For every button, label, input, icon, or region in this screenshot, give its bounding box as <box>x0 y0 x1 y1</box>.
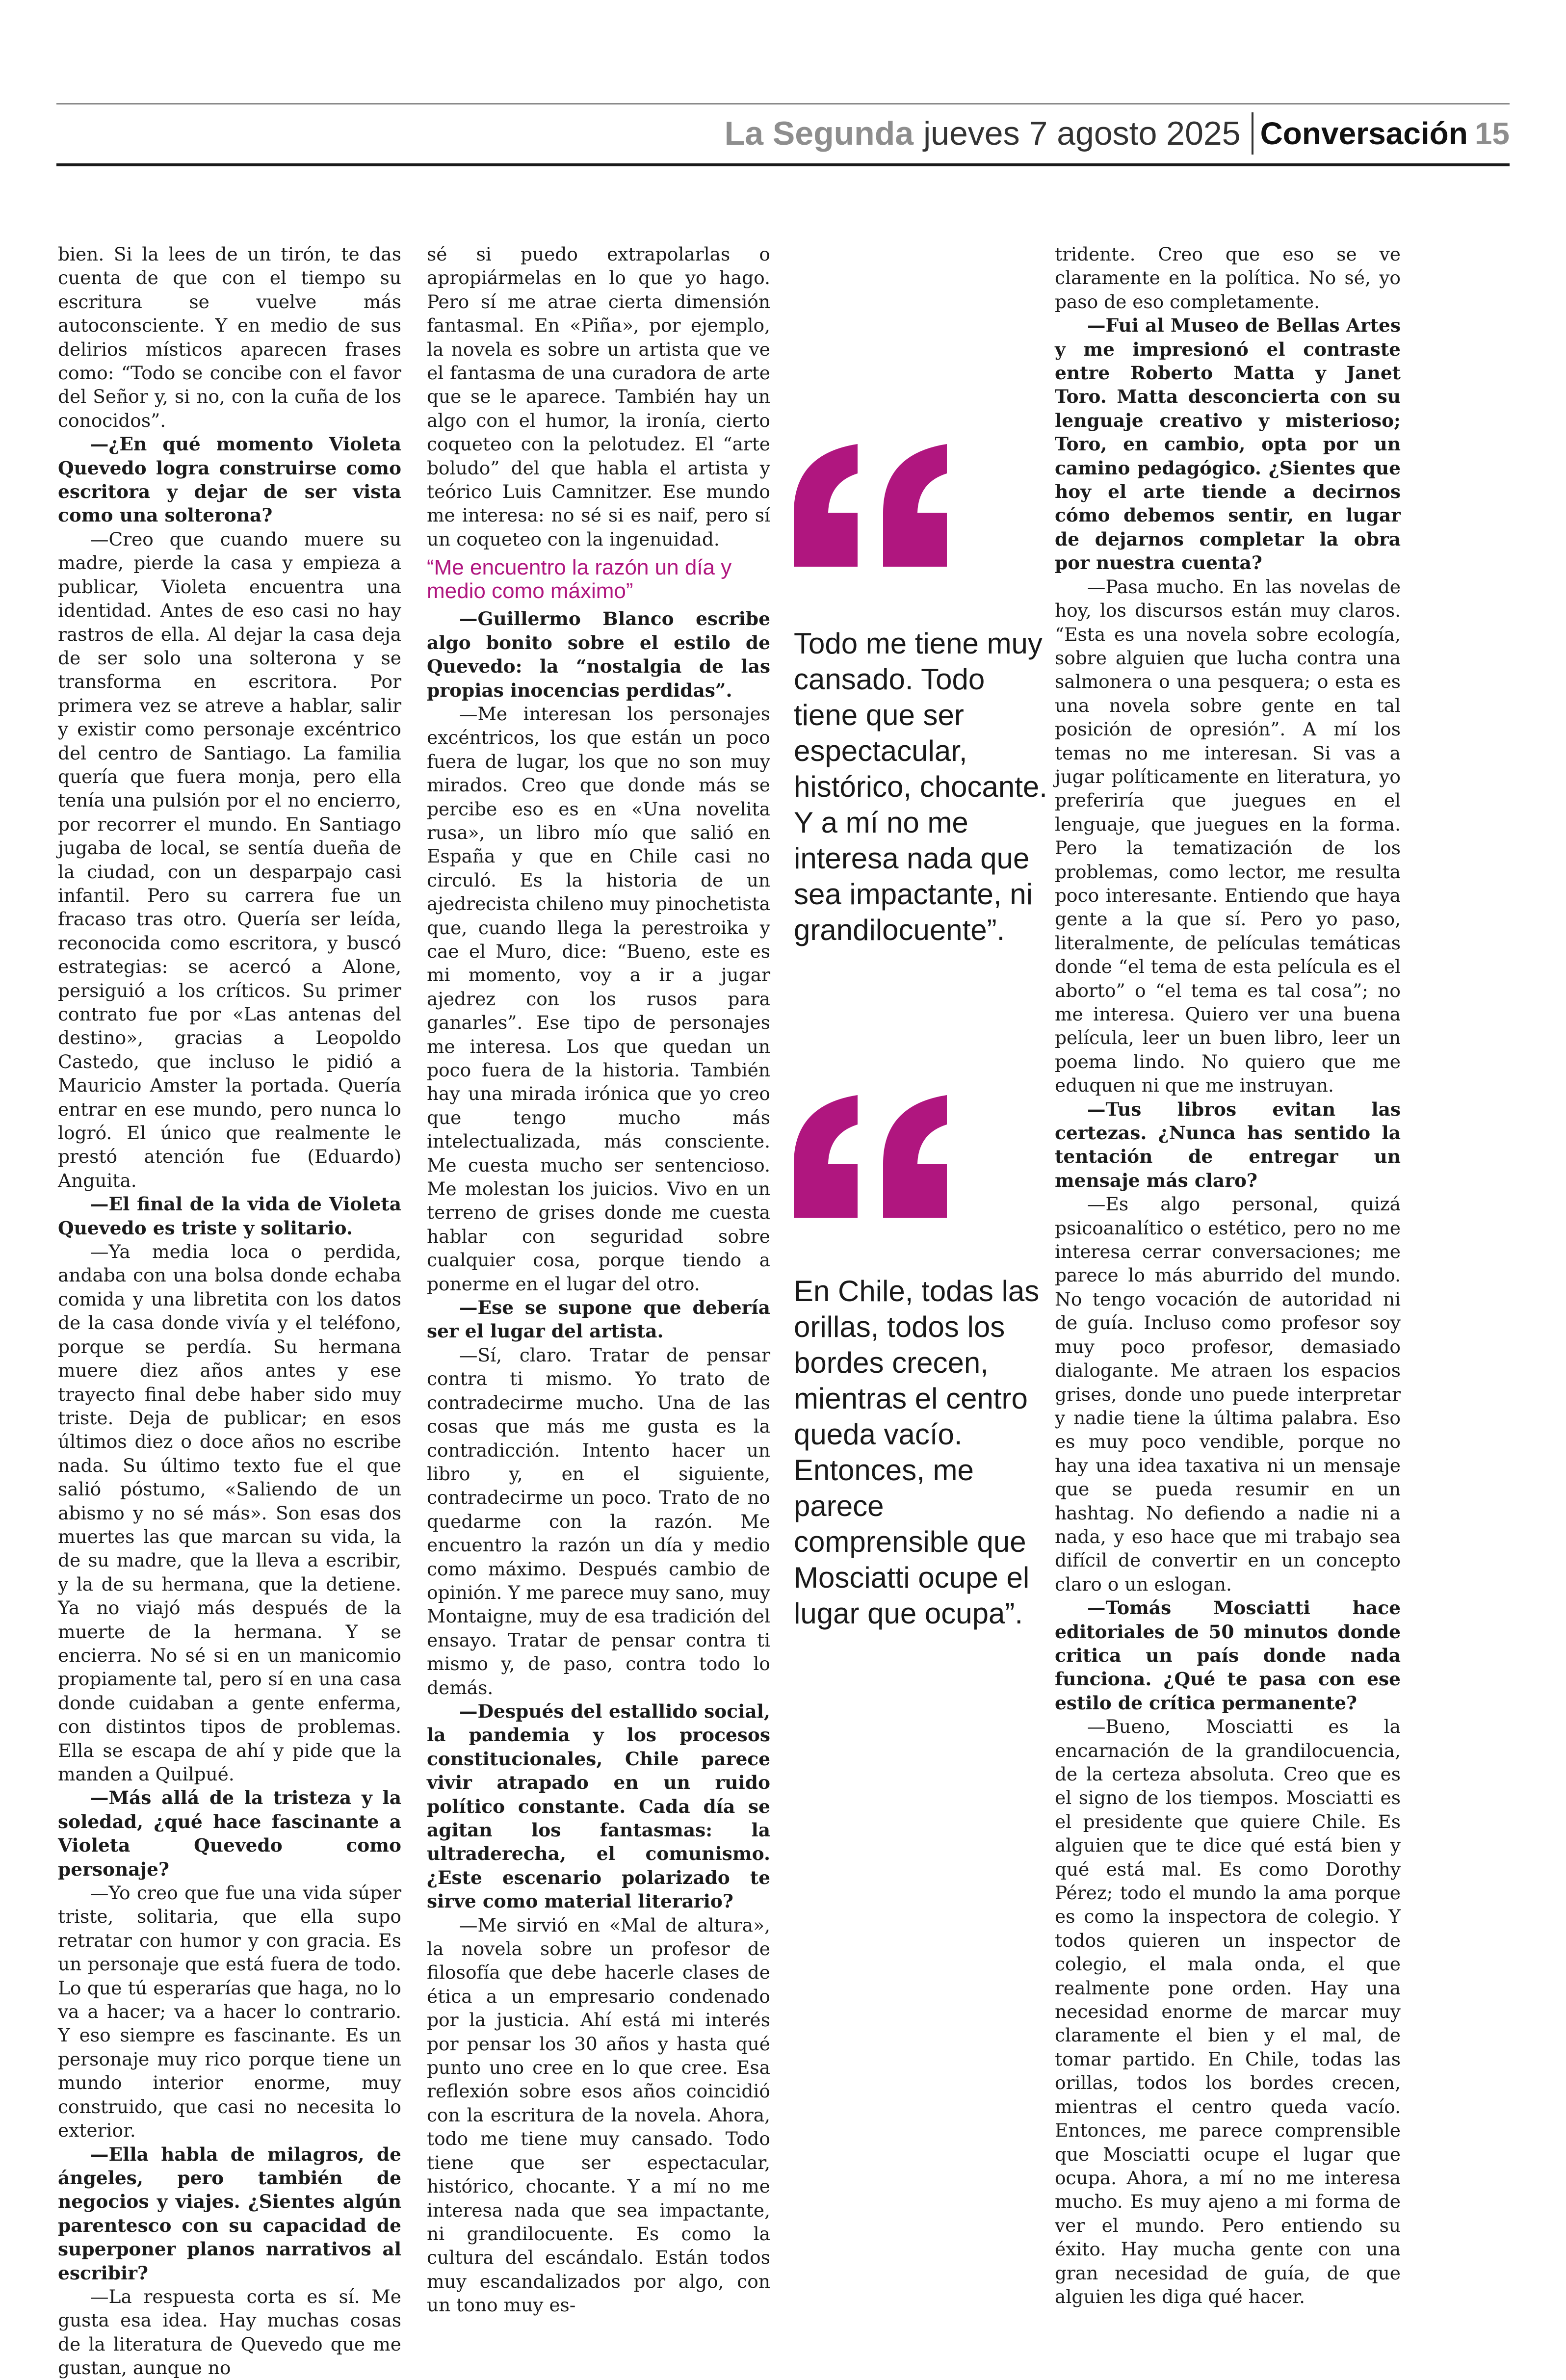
interview-question: —El final de la vida de Violeta Quevedo es triste y solitario. <box>58 1193 401 1239</box>
answer-paragraph: sé si puedo extrapolarlas o apropiármelas en lo que yo hago. Pero sí me atrae cierta dimensión fantasmal. En «Piña», por ejemplo, la novela es sobre un artista que ve el fantasma de una curadora de arte que se le aparece. También hay un algo con el humor, la ironía, cierto coqueteo con la pelotudez. El “arte boludo” del que habla el artista y teórico Luis Camnitzer. Ese mundo me interesa: no sé si es naif, pero sí un coqueteo con la ingenuidad. <box>427 243 770 550</box>
interview-question: —Ese se supone que debería ser el lugar del artista. <box>427 1297 770 1342</box>
answer-paragraph: bien. Si la lees de un tirón, te das cuenta de que con el tiempo su escritura se vuelve más autoconsciente. Y en medio de sus delirios místicos aparecen frases como: “Todo se concibe con el favor del Señor y, si no, con la cuña de los conocidos”. <box>58 243 401 431</box>
interview-question: —Tomás Mosciatti hace editoriales de 50 minutos donde critica un país donde nada funciona. ¿Qué te pasa con ese estilo de crítica permanente? <box>1055 1597 1401 1714</box>
quote-mark-icon <box>794 444 961 567</box>
article-column-2 <box>427 242 770 2317</box>
answer-paragraph: —Creo que cuando muere su madre, pierde la casa y empieza a publicar, Violeta encuentra una identidad. Antes de eso casi no hay rastros de ella. Al dejar la casa deja de ser solo una solterona y se transforma en escritora. Por primera vez se atreve a hablar, salir y existir como personaje excéntrico del centro de Santiago. La familia quería que fuera monja, pero ella tenía una pulsión por el no encierro, por recorrer el mundo. En Santiago jugaba de local, se sentía dueña de la ciudad, con un desparpajo casi infantil. Pero su carrera fue un fracaso tras otro. Quería ser leída, reconocida como escritora, y buscó estrategias: se acercó a Alone, persiguió a los críticos. Su primer contrato fue por «Las antenas del destino», gracias a Leopoldo Castedo, que incluso le pidió a Mauricio Amster la portada. Quería entrar en ese mundo, pero nunca lo logró. El único que realmente le prestó atención fue (Eduardo) Anguita. <box>58 528 401 1191</box>
answer-paragraph: —Es algo personal, quizá psicoanalítico o estético, pero no me interesa cerrar conversaciones; me parece lo más aburrido del mundo. No tengo vocación de autoridad ni de guía. Incluso como profesor soy muy poco profesor, demasiado dialogante. Me atraen los espacios grises, donde uno puede interpretar y nadie tiene la última palabra. Eso es muy poco vendible, porque no hay una idea taxativa ni un mensaje que se pueda resumir en un hashtag. No defiendo a nadie ni a nada, y eso hace que mi trabajo sea difícil de convertir en un concepto claro o un eslogan. <box>1055 1193 1401 1595</box>
quote-mark-icon <box>794 1095 961 1218</box>
section-subheading: “Me encuentro la razón un día y medio como máximo” <box>427 555 732 603</box>
interview-question: —Ella habla de milagros, de ángeles, pero también de negocios y viajes. ¿Sientes algún parentesco con su capacidad de superponer planos narrativos al escribir? <box>58 2143 401 2284</box>
interview-question: —¿En qué momento Violeta Quevedo logra construirse como escritora y dejar de ser vista como una solterona? <box>58 433 401 526</box>
answer-paragraph: —Sí, claro. Tratar de pensar contra ti mismo. Yo trato de contradecirme mucho. Una de las cosas que más me gusta es la contradicción. Intento hacer un libro y, en el siguiente, contradecirme un poco. Trato de no quedarme con la razón. Me encuentro la razón un día y medio como máximo. Después cambio de opinión. Y me parece muy sano, muy Montaigne, muy de esa tradición del ensayo. Tratar de pensar contra ti mismo y, de paso, contra todo lo demás. <box>427 1344 770 1699</box>
issue-date: jueves 7 agosto 2025 <box>923 115 1241 152</box>
section-name: Conversación <box>1260 116 1468 151</box>
interview-question: —Tus libros evitan las certezas. ¿Nunca has sentido la tentación de entregar un mensaje más claro? <box>1055 1098 1401 1191</box>
answer-paragraph: —Me sirvió en «Mal de altura», la novela sobre un profesor de filosofía que debe hacerle clases de ética a un empresario condenado por la justicia. Ahí está mi interés por pensar los 30 años y hasta qué punto uno cree en lo que cree. Esa reflexión sobre esos años coincidió con la escritura de la novela. Ahora, todo me tiene muy cansado. Todo tiene que ser espectacular, histórico, chocante. Y a mí no me interesa nada que sea impactante, ni grandilocuente. Es como la cultura del escándalo. Están todos muy escandalizados por algo, con un tono muy es- <box>427 1914 770 2316</box>
answer-paragraph: —Bueno, Mosciatti es la encarnación de la grandilocuencia, de la certeza absoluta. Creo que es el signo de los tiempos. Mosciatti es el presidente que quiere Chile. Es alguien que te dice qué está bien y qué está mal. Es como Dorothy Pérez; todo el mundo la ama porque es como la inspectora de colegio. Y todos quieren un inspector de colegio, el mala onda, el que realmente pone orden. Hay una necesidad enorme de marcar muy claramente el bien y el mal, de tomar partido. En Chile, todas las orillas, todos los bordes crecen, mientras el centro queda vacío. Entonces, me parece comprensible que Mosciatti ocupe el lugar que ocupa. Ahora, a mí no me interesa mucho. Es muy ajeno a mi forma de ver el mundo. Pero entiendo su éxito. Hay mucha gente con una gran necesidad de guía, de que alguien les diga qué hacer. <box>1055 1716 1401 2307</box>
answer-paragraph: tridente. Creo que eso se ve claramente en la política. No sé, yo paso de eso completamente. <box>1055 243 1401 313</box>
masthead <box>725 109 1510 158</box>
interview-question: —Después del estallido social, la pandemia y los procesos constitucionales, Chile parece vivir atrapado en un ruido político constante. Cada día se agitan los fantasmas: la ultraderecha, el comunismo. ¿Este escenario polarizado te sirve como material literario? <box>427 1700 770 1912</box>
pull-quote: En Chile, todas las orillas, todos los bordes crecen, mientras el centro queda vacío. Entonces, me parece comprensible que Mosciatti ocupe el lugar que ocupa”. <box>794 1275 1040 1630</box>
article-column-4 <box>1055 242 1401 2308</box>
answer-paragraph: —Yo creo que fue una vida súper triste, solitaria, que ella supo retratar con humor y con gracia. Es un personaje que está fuera de todo. Lo que tú esperarías que haga, no lo va a hacer; va a hacer lo contrario. Y eso siempre es fascinante. Es un personaje muy rico porque tiene un mundo interior enorme, muy construido, que casi no necesita lo exterior. <box>58 1882 401 2142</box>
masthead-divider <box>1252 112 1253 155</box>
answer-paragraph: —La respuesta corta es sí. Me gusta esa idea. Hay muchas cosas de la literatura de Quevedo que me gustan, aunque no <box>58 2285 401 2379</box>
interview-question: —Guillermo Blanco escribe algo bonito sobre el estilo de Quevedo: la “nostalgia de las propias inocencias perdidas”. <box>427 608 770 701</box>
article-column-1 <box>58 242 401 2380</box>
newspaper-name: La Segunda <box>724 115 914 152</box>
header-top-rule <box>56 103 1510 105</box>
page-number: 15 <box>1474 116 1510 151</box>
answer-paragraph: —Pasa mucho. En las novelas de hoy, los discursos están muy claros. “Esta es una novela sobre ecología, sobre alguien que lucha contra una salmonera o una pesquera; o esta es una novela sobre gente en tal posición de opresión”. A mí los temas no me interesan. Si vas a jugar políticamente en literatura, yo preferiría que juegues en el lenguaje, que juegues en la forma. Pero la tematización de los problemas, como lector, me resulta poco interesante. Entiendo que haya gente a la que sí. Pero yo paso, literalmente, de películas temáticas donde “el tema de esta película es el aborto” o “el tema es tal cosa”; no me interesa. Quiero ver una buena película, leer un buen libro, leer un poema lindo. No quiero que me eduquen ni que me instruyan. <box>1055 575 1401 1097</box>
answer-paragraph: —Me interesan los personajes excéntricos, los que están un poco fuera de lugar, los que no son muy mirados. Creo que donde más se percibe eso es en «Una novelita rusa», un libro mío que salió en España y que en Chile casi no circuló. Es la historia de un ajedrecista chileno muy pinochetista que, cuando llega la perestroika y cae el Muro, dice: “Bueno, este es mi momento, voy a ir a jugar ajedrez con los rusos para ganarles”. Ese tipo de personajes me interesa. Los que quedan un poco fuera de la historia. También hay una mirada irónica que yo creo que tengo mucho más intelectualizada, más consciente. Me cuesta mucho ser sentencioso. Me molestan los juicios. Vivo en un terreno de grises donde me cuesta hablar con seguridad sobre cualquier cosa, porque tiendo a ponerme en el lugar del otro. <box>427 703 770 1295</box>
answer-paragraph: —Ya media loca o perdida, andaba con una bolsa donde echaba comida y una libretita con los datos de la casa donde vivía y el teléfono, porque se perdía. Su hermana muere diez años antes y ese trayecto final debe haber sido muy triste. Deja de publicar; en esos últimos diez o doce años no escribe nada. Su último texto fue el que salió póstumo, «Saliendo de un abismo y no sé más». Son esas dos muertes las que marcan su vida, la de su madre, que la lleva a escribir, y la de su hermana, que la detiene. Ya no viajó más después de la muerte de la hermana. Y se encierra. No sé si en un manicomio propiamente tal, pero sí en una casa donde cuidaban a gente enferma, con distintos tipos de problemas. Ella se escapa de ahí y pide que la manden a Quilpué. <box>58 1241 401 1785</box>
header-bottom-rule <box>56 163 1510 166</box>
interview-question: —Más allá de la tristeza y la soledad, ¿qué hace fascinante a Violeta Quevedo como personaje? <box>58 1787 401 1880</box>
pull-quote: Todo me tiene muy cansado. Todo tiene que ser espectacular, histórico, chocante. Y a mí no me interesa nada que sea impactante, ni grandilocuente”. <box>794 627 1047 946</box>
interview-question: —Fui al Museo de Bellas Artes y me impresionó el contraste entre Roberto Matta y Janet Toro. Matta desconcierta con su lenguaje creativo y misterioso; Toro, en cambio, opta por un camino pedagógico. ¿Sientes que hoy el arte tiende a decirnos cómo debemos sentir, en lugar de dejarnos completar la obra por nuestra cuenta? <box>1055 314 1401 574</box>
